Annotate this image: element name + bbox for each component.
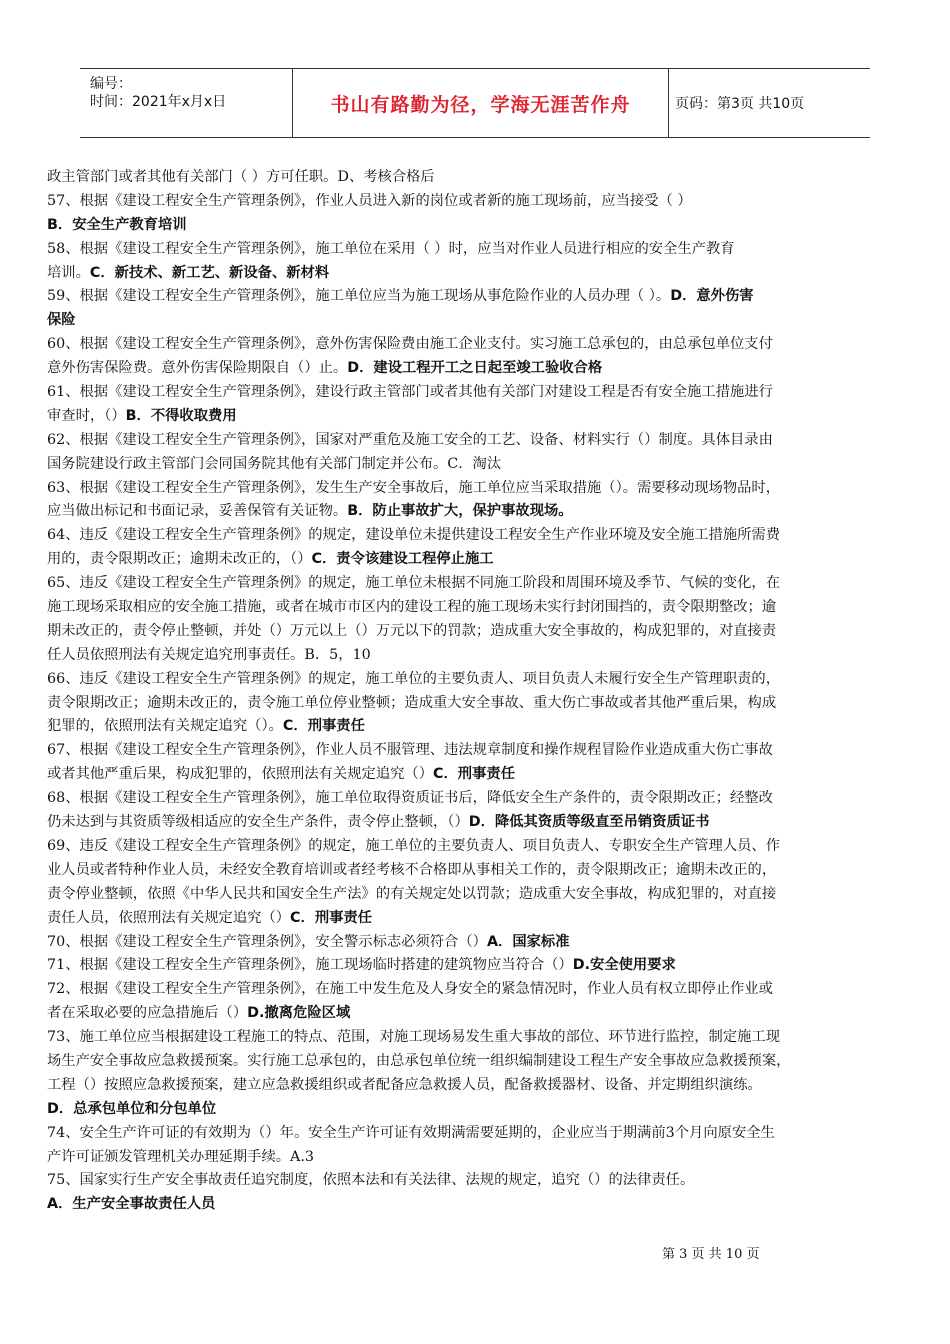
line-text: 意外伤害保险费。意外伤害保险期限自（）止。 — [47, 360, 348, 377]
text-line — [47, 1050, 909, 1074]
line-text: 期未改正的，责令停止整顿，并处（）万元以上（）万元以下的罚款；造成重大安全事故的，构成犯罪的，对直接责 — [47, 622, 777, 639]
line-text: 政主管部门或者其他有关部门（ ）方可任职。D、考核合格后 — [47, 169, 435, 185]
text-line — [47, 166, 909, 190]
line-text: 或者其他严重后果，构成犯罪的，依照刑法有关规定追究（） — [47, 766, 434, 783]
line-text: 审查时，（） — [47, 407, 126, 424]
answer-text: D.撤离危险区域 — [247, 1005, 351, 1022]
time-label: 时间：2021年x月x日 — [90, 94, 227, 110]
text-line — [47, 715, 909, 739]
text-line — [47, 883, 909, 907]
answer-text: D.安全使用要求 — [572, 957, 676, 974]
line-text: 69、违反《建设工程安全生产管理条例》的规定，施工单位的主要负责人、项目负责人、专职安全生产管理人员、作 — [47, 837, 781, 854]
line-text: 57、根据《建设工程安全生产管理条例》，作业人员进入新的岗位或者新的施工现场前，应当接受（ ） — [47, 192, 692, 209]
text-line — [47, 978, 909, 1002]
text-line — [47, 1002, 909, 1026]
text-line — [47, 309, 909, 333]
line-text: 犯罪的，依照刑法有关规定追究（）。 — [47, 718, 283, 735]
line-text: 者在采取必要的应急措施后（） — [47, 1005, 248, 1022]
line-text: 62、根据《建设工程安全生产管理条例》，国家对严重危及施工安全的工艺、设备、材料实行（）制度。具体目录由 — [47, 431, 773, 448]
number-label: 编号： — [90, 76, 132, 92]
line-text: 65、违反《建设工程安全生产管理条例》的规定，施工单位未根据不同施工阶段和周围环境及季节、气候的变化，在 — [47, 575, 781, 592]
text-line — [47, 931, 909, 955]
text-line — [47, 500, 909, 524]
text-line — [47, 524, 909, 548]
page-header — [80, 68, 870, 138]
text-line — [47, 907, 909, 931]
answer-text: C．刑事责任 — [433, 766, 515, 783]
text-line — [47, 1074, 909, 1098]
text-line — [47, 1122, 909, 1146]
text-line — [47, 668, 909, 692]
document-body — [47, 166, 909, 1217]
answer-text: C．刑事责任 — [290, 909, 373, 926]
text-line — [47, 596, 909, 620]
line-text: 58、根据《建设工程安全生产管理条例》，施工单位在采用（ ）时，应当对作业人员进行相应的安全生产教育 — [47, 240, 735, 257]
text-line — [47, 572, 909, 596]
line-text: 71、根据《建设工程安全生产管理条例》，施工现场临时搭建的建筑物应当符合（） — [47, 957, 573, 974]
text-line — [47, 644, 909, 668]
line-text: 60、根据《建设工程安全生产管理条例》，意外伤害保险费由施工企业支付。实习施工总承包的，由总承包单位支付 — [47, 336, 773, 353]
text-line — [47, 692, 909, 716]
page-footer: 第 3 页 共 10 页 — [662, 1247, 760, 1262]
answer-text: B．不得收取费用 — [125, 407, 237, 424]
text-line — [47, 357, 909, 381]
text-line — [47, 811, 909, 835]
text-line — [47, 190, 909, 214]
text-line — [47, 1146, 909, 1170]
text-line — [47, 262, 909, 286]
text-line — [47, 1193, 909, 1217]
text-line — [47, 381, 909, 405]
line-text: 责令限期改正；逾期未改正的，责令施工单位停业整顿；造成重大安全事故、重大伤亡事故或者其他严重后果，构成 — [47, 694, 777, 711]
answer-text: D．总承包单位和分包单位 — [47, 1100, 217, 1117]
text-line — [47, 333, 909, 357]
line-text: 工程（）按照应急救援预案，建立应急救援组织或者配备应急救援人员，配备救援器材、设备、并定期组织演练。 — [47, 1076, 762, 1093]
text-line — [47, 1098, 909, 1122]
answer-text: B．安全生产教育培训 — [47, 216, 187, 233]
line-text: 施工现场采取相应的安全施工措施，或者在城市市区内的建设工程的施工现场未实行封闭围挡的，责令限期整改；逾 — [47, 599, 777, 616]
line-text: 业人员或者特种作业人员，未经安全教育培训或者经考核不合格即从事相关工作的，责令限期改正；逾期未改正的， — [47, 861, 777, 878]
text-line — [47, 859, 909, 883]
header-motto: 书山有路勤为径，学海无涯苦作舟 — [293, 69, 669, 137]
line-text: 66、违反《建设工程安全生产管理条例》的规定，施工单位的主要负责人、项目负责人未履行安全生产管理职责的， — [47, 670, 781, 687]
line-text: 用的，责令限期改正；逾期未改正的，（） — [47, 551, 312, 568]
line-text: 59、根据《建设工程安全生产管理条例》，施工单位应当为施工现场从事危险作业的人员办理（ ）。 — [47, 288, 671, 305]
answer-text: B．防止事故扩大，保护事故现场。 — [347, 503, 573, 520]
text-line — [47, 954, 909, 978]
line-text: 63、根据《建设工程安全生产管理条例》，发生生产安全事故后，施工单位应当采取措施（）。需要移动现场物品时， — [47, 479, 781, 496]
line-text: 74、安全生产许可证的有效期为（）年。安全生产许可证有效期满需要延期的，企业应当于期满前3个月向原安全生 — [47, 1124, 775, 1141]
line-text: 73、施工单位应当根据建设工程施工的特点、范围，对施工现场易发生重大事故的部位、环节进行监控，制定施工现 — [47, 1029, 781, 1046]
line-text: 培训。 — [47, 264, 90, 281]
answer-text: D．意外伤害 — [670, 288, 754, 305]
line-text: 70、根据《建设工程安全生产管理条例》，安全警示标志必须符合（） — [47, 933, 487, 950]
line-text: 61、根据《建设工程安全生产管理条例》，建设行政主管部门或者其他有关部门对建设工程是否有安全施工措施进行 — [47, 384, 773, 401]
text-line — [47, 238, 909, 262]
line-text: 国务院建设行政主管部门会同国务院其他有关部门制定并公布。C．淘汰 — [47, 455, 502, 472]
text-line — [47, 763, 909, 787]
text-line — [47, 453, 909, 477]
line-text: 责令停业整顿，依照《中华人民共和国安全生产法》的有关规定处以罚款；造成重大安全事故，构成犯罪的，对直接 — [47, 885, 777, 902]
line-text: 67、根据《建设工程安全生产管理条例》，作业人员不服管理、违法规章制度和操作规程冒险作业造成重大伤亡事故 — [47, 742, 773, 759]
line-text: 场生产安全事故应急救援预案。实行施工总承包的，由总承包单位统一组织编制建设工程生产安全事故应急救援预案， — [47, 1052, 791, 1069]
line-text: 责任人员，依照刑法有关规定追究（） — [47, 909, 291, 926]
line-text: 仍未达到与其资质等级相适应的安全生产条件，责令停止整顿，（） — [47, 814, 469, 831]
text-line — [47, 429, 909, 453]
answer-text: D．建设工程开工之日起至竣工验收合格 — [347, 360, 603, 377]
text-line — [47, 739, 909, 763]
text-line — [47, 477, 909, 501]
text-line — [47, 835, 909, 859]
text-line — [47, 787, 909, 811]
line-text: 产许可证颁发管理机关办理延期手续。A.3 — [47, 1148, 315, 1165]
answer-text: C．新技术、新工艺、新设备、新材料 — [89, 264, 330, 281]
answer-text: C．刑事责任 — [282, 718, 365, 735]
line-text: 任人员依照刑法有关规定追究刑事责任。B．5，10 — [47, 646, 371, 663]
line-text: 64、违反《建设工程安全生产管理条例》的规定，建设单位未提供建设工程安全生产作业环境及安全施工措施所需费 — [47, 527, 781, 544]
line-text: 应当做出标记和书面记录，妥善保管有关证物。 — [47, 503, 348, 520]
text-line — [47, 620, 909, 644]
answer-text: A．国家标准 — [486, 933, 570, 950]
answer-text: C．责令该建设工程停止施工 — [311, 551, 494, 568]
text-line — [47, 1026, 909, 1050]
text-line — [47, 1169, 909, 1193]
answer-text: D．降低其资质等级直至吊销资质证书 — [468, 814, 710, 831]
text-line — [47, 548, 909, 572]
answer-text: A．生产安全事故责任人员 — [47, 1196, 216, 1213]
header-page-label: 页码：第3页 共10页 — [675, 96, 805, 112]
text-line — [47, 285, 909, 309]
header-info — [80, 69, 293, 137]
line-text: 75、国家实行生产安全事故责任追究制度，依照本法和有关法律、法规的规定，追究（）的法律责任。 — [47, 1172, 695, 1189]
line-text: 68、根据《建设工程安全生产管理条例》，施工单位取得资质证书后，降低安全生产条件的，责令限期改正；经整改 — [47, 790, 773, 807]
line-text: 72、根据《建设工程安全生产管理条例》，在施工中发生危及人身安全的紧急情况时，作业人员有权立即停止作业或 — [47, 981, 773, 998]
answer-text: 保险 — [47, 312, 76, 329]
text-line — [47, 214, 909, 238]
text-line — [47, 405, 909, 429]
